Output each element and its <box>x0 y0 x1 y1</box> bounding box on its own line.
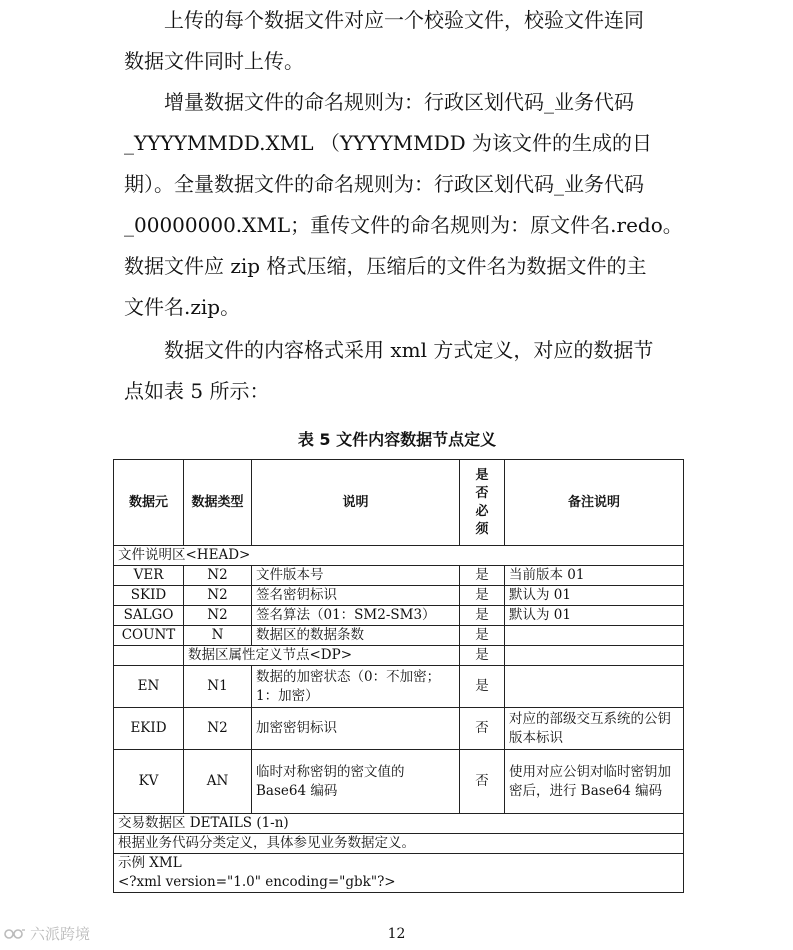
paragraph-line: 数据文件同时上传。 <box>124 49 304 73</box>
cell-desc: 加密密钥标识 <box>252 708 460 750</box>
cell-req: 否 <box>460 750 505 814</box>
paragraph-1 <box>124 0 684 82</box>
example-row <box>114 854 684 893</box>
cell-empty <box>114 646 184 666</box>
cell-type: N2 <box>184 566 252 586</box>
cell-note: 默认为 01 <box>505 606 684 626</box>
cell-type: N2 <box>184 708 252 750</box>
cell-note: 对应的部级交互系统的公钥版本标识 <box>505 708 684 750</box>
paragraph-2 <box>124 82 684 328</box>
cell-name: KV <box>114 750 184 814</box>
cell-empty <box>505 646 684 666</box>
cell-note <box>505 666 684 708</box>
header-data-element: 数据元 <box>114 460 184 546</box>
cell-name: COUNT <box>114 626 184 646</box>
cell-desc: 数据区的数据条数 <box>252 626 460 646</box>
dp-row <box>114 646 684 666</box>
table-row <box>114 586 684 606</box>
cell-note: 默认为 01 <box>505 586 684 606</box>
cell-req: 否 <box>460 708 505 750</box>
cell-name: SALGO <box>114 606 184 626</box>
paragraph-3 <box>124 330 684 412</box>
section-head-row <box>114 546 684 566</box>
cell-name: SKID <box>114 586 184 606</box>
paragraph-line: _00000000.XML；重传文件的命名规则为：原文件名.redo。 <box>124 213 683 237</box>
cell-note: 使用对应公钥对临时密钥加密后，进行 Base64 编码 <box>505 750 684 814</box>
paragraph-line: 上传的每个数据文件对应一个校验文件，校验文件连同 <box>164 8 644 32</box>
table-row <box>114 708 684 750</box>
paragraph-line: 文件名.zip。 <box>124 295 241 319</box>
paragraph-line: 增量数据文件的命名规则为：行政区划代码_业务代码 <box>164 90 634 114</box>
table-header-row <box>114 460 684 546</box>
cell-note <box>505 626 684 646</box>
cell-type: N1 <box>184 666 252 708</box>
cell-req: 是 <box>460 566 505 586</box>
paragraph-line: _YYYYMMDD.XML （YYYYMMDD 为该文件的生成的日 <box>124 131 653 155</box>
cell-name: EKID <box>114 708 184 750</box>
details-head-row <box>114 814 684 834</box>
header-required <box>460 460 505 546</box>
paragraph-line: 点如表 5 所示： <box>124 379 270 403</box>
cell-req: 是 <box>460 586 505 606</box>
cell-desc: 数据的加密状态（0：不加密；1：加密） <box>252 666 460 708</box>
header-remarks: 备注说明 <box>505 460 684 546</box>
table-row <box>114 750 684 814</box>
cell-type: AN <box>184 750 252 814</box>
table-row <box>114 626 684 646</box>
cell-type: N2 <box>184 586 252 606</box>
example-label: 示例 XML <box>118 855 182 871</box>
node-definition-table <box>113 459 684 893</box>
table-row <box>114 566 684 586</box>
page-number: 12 <box>387 926 406 942</box>
paragraph-line: 期）。全量数据文件的命名规则为：行政区划代码_业务代码 <box>124 172 644 196</box>
paragraph-line: 数据文件应 zip 格式压缩，压缩后的文件名为数据文件的主 <box>124 254 647 278</box>
cell-desc: 签名密钥标识 <box>252 586 460 606</box>
table-row <box>114 666 684 708</box>
cell-desc: 临时对称密钥的密文值的 Base64 编码 <box>252 750 460 814</box>
cell-name: VER <box>114 566 184 586</box>
watermark-text: 六派跨境 <box>30 925 91 943</box>
section-head-cell: 文件说明区<HEAD> <box>114 546 684 566</box>
cell-req: 是 <box>460 626 505 646</box>
cell-type: N <box>184 626 252 646</box>
cell-req: 是 <box>460 606 505 626</box>
example-cell <box>114 854 684 893</box>
details-head-cell: 交易数据区 DETAILS (1-n) <box>114 814 684 834</box>
table-caption: 表 5 文件内容数据节点定义 <box>297 430 497 449</box>
cell-req: 是 <box>460 646 505 666</box>
header-data-type: 数据类型 <box>184 460 252 546</box>
header-required-text: 是否必须 <box>475 467 489 537</box>
example-code-line: <?xml version="1.0" encoding="gbk"?> <box>118 874 396 890</box>
table-row <box>114 606 684 626</box>
paragraph-line: 数据文件的内容格式采用 xml 方式定义，对应的数据节 <box>164 338 654 362</box>
details-desc-row <box>114 834 684 854</box>
cell-desc: 文件版本号 <box>252 566 460 586</box>
cell-note: 当前版本 01 <box>505 566 684 586</box>
dp-label-cell: 数据区属性定义节点<DP> <box>184 646 460 666</box>
cell-type: N2 <box>184 606 252 626</box>
cell-name: EN <box>114 666 184 708</box>
cell-req: 是 <box>460 666 505 708</box>
cell-desc: 签名算法（01：SM2-SM3） <box>252 606 460 626</box>
header-description: 说明 <box>252 460 460 546</box>
details-desc-cell: 根据业务代码分类定义，具体参见业务数据定义。 <box>114 834 684 854</box>
